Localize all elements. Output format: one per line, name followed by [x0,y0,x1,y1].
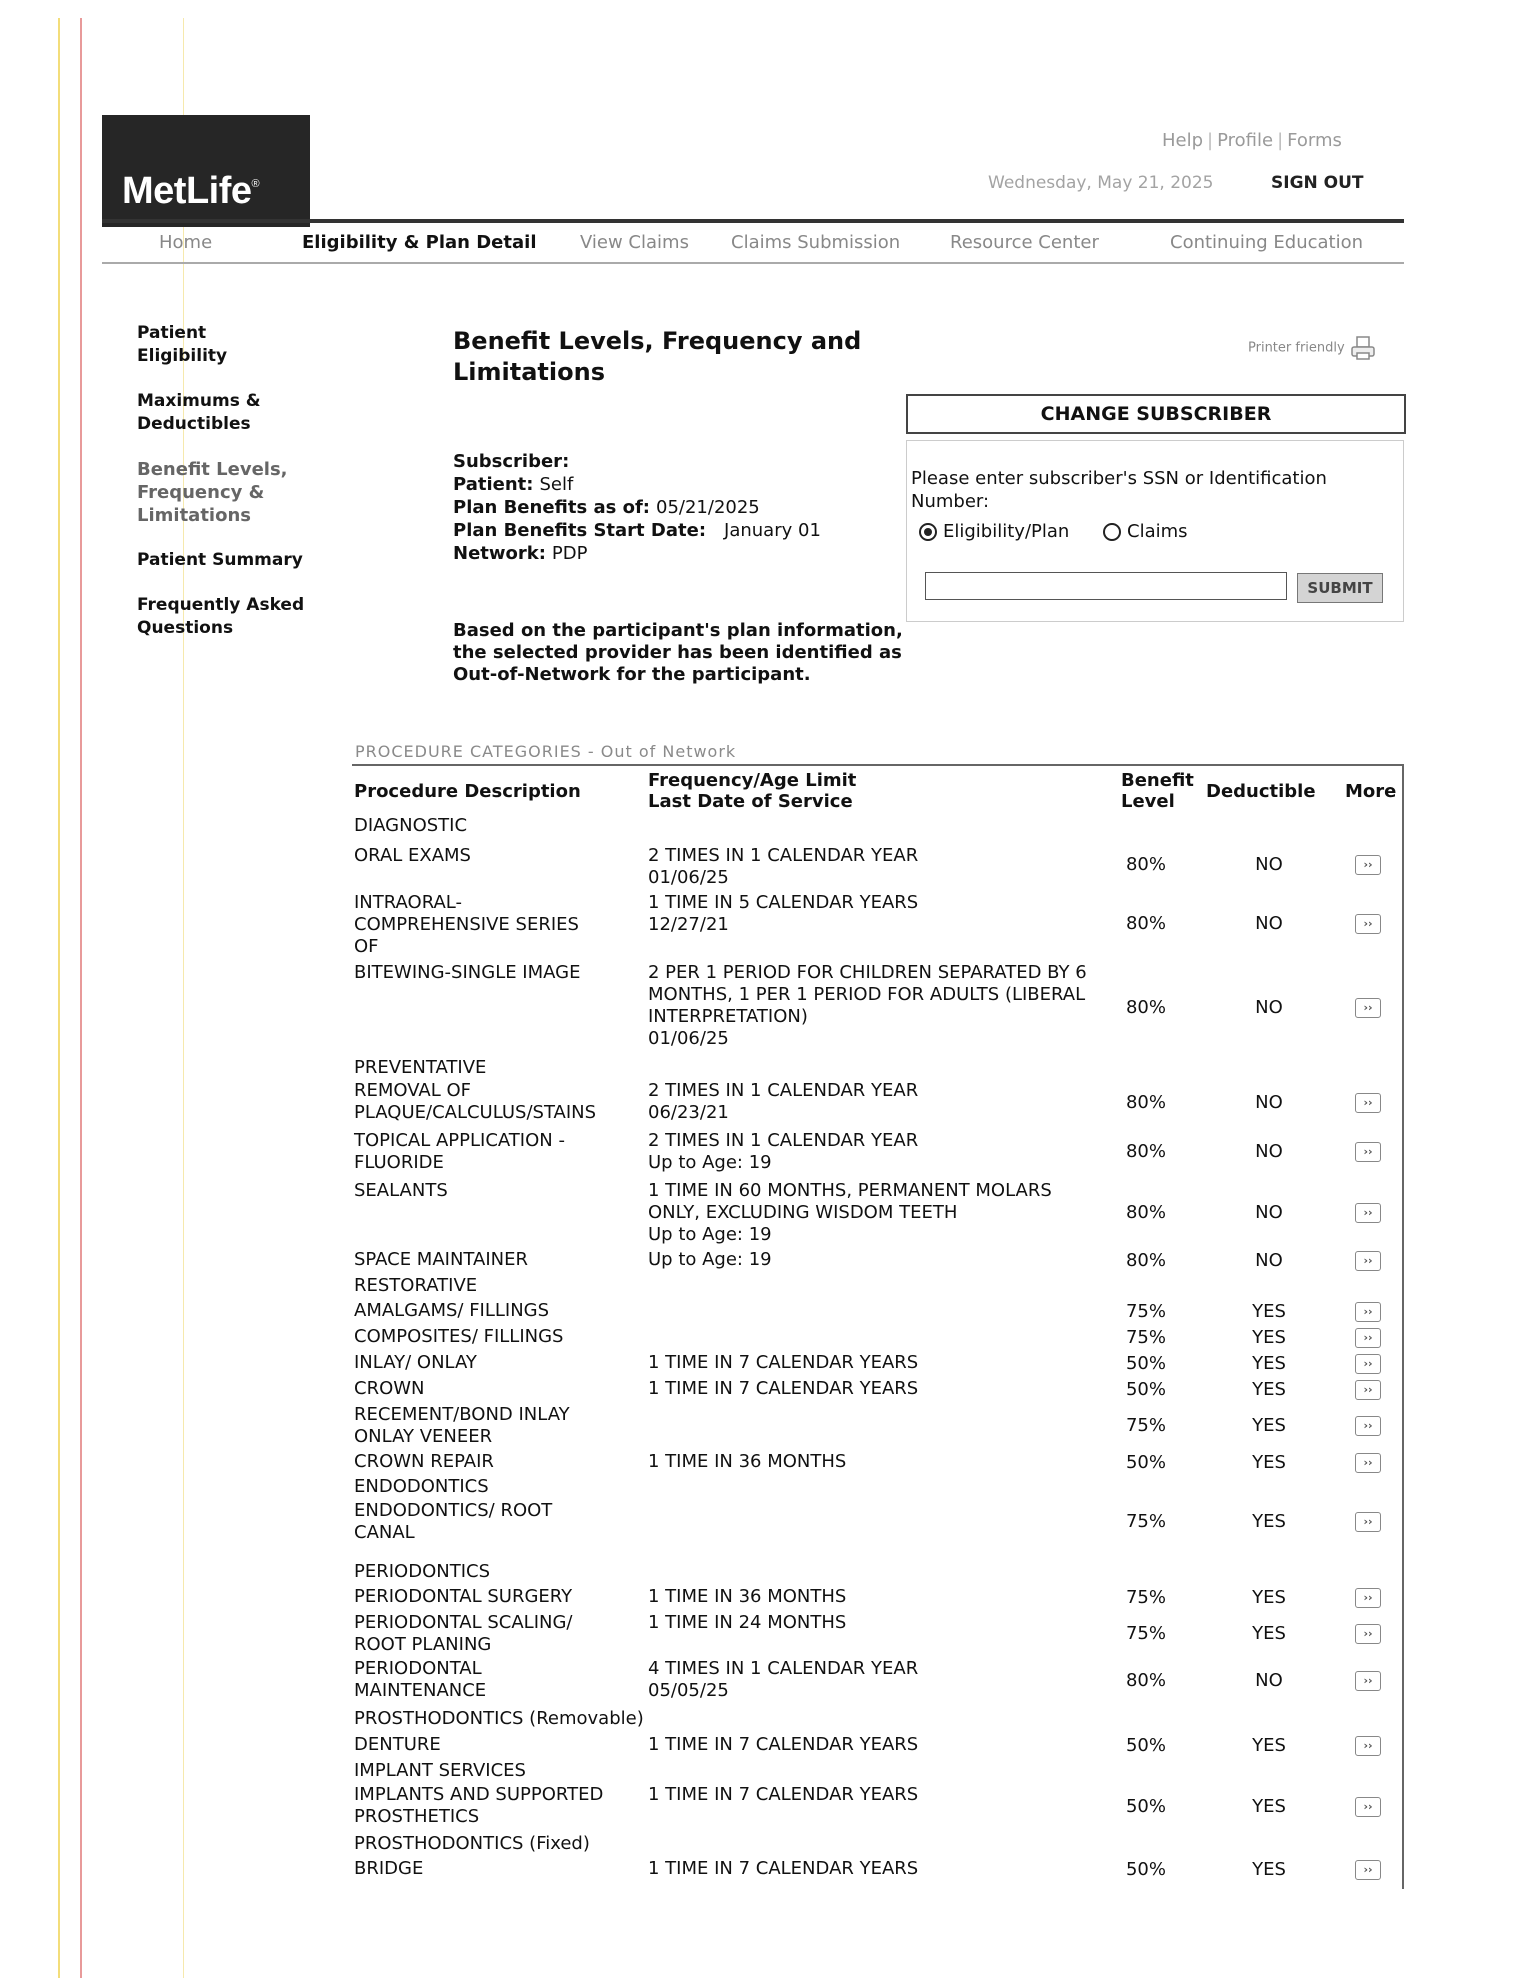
plan-asof-label: Plan Benefits as of: [453,497,650,518]
benefit-level: 75% [1125,1327,1166,1348]
deductible: YES [1252,1859,1286,1880]
change-subscriber-header: CHANGE SUBSCRIBER [906,394,1406,434]
nav-continuing-education[interactable]: Continuing Education [1170,232,1364,253]
more-details-icon[interactable]: ›› [1355,1671,1381,1691]
radio-unselected-icon [1103,523,1121,541]
patient-label: Patient: [453,474,534,495]
subscriber-info [453,450,821,565]
frequency-limit: 1 TIME IN 7 CALENDAR YEARS [648,1784,919,1805]
table-row [354,1451,1400,1475]
category-label: PERIODONTICS [354,1561,491,1582]
subscriber-id-prompt: Please enter subscriber's SSN or Identification Number: [911,468,1327,512]
more-details-icon[interactable]: ›› [1355,1860,1381,1880]
deductible: YES [1252,1511,1286,1532]
category-row [354,1057,1400,1081]
deductible: NO [1255,1250,1283,1271]
more-details-icon[interactable]: ›› [1355,1416,1381,1436]
more-details-icon[interactable]: ›› [1355,1093,1381,1113]
procedure-description: DENTURE [354,1734,441,1755]
col-header-more: More [1345,781,1397,802]
procedure-description: ENDODONTICS/ ROOT CANAL [354,1500,553,1543]
out-of-network-notice: Based on the participant's plan information, the selected provider has been identified as Out-of-Network for the participant. [453,620,903,685]
frequency-limit: 1 TIME IN 5 CALENDAR YEARS 12/27/21 [648,892,919,935]
benefit-level: 80% [1125,1141,1166,1162]
table-row [354,1249,1400,1273]
nav-claims-submission[interactable]: Claims Submission [731,232,901,253]
category-row [354,1275,1400,1299]
procedure-description: INLAY/ ONLAY [354,1352,477,1373]
deductible: NO [1255,1670,1283,1691]
benefit-level: 50% [1125,1379,1166,1400]
eligibility-plan-radio[interactable] [919,521,1069,542]
category-label: PREVENTATIVE [354,1057,487,1078]
benefit-level: 80% [1125,913,1166,934]
category-row [354,1476,1400,1500]
procedure-description: BRIDGE [354,1858,424,1879]
benefit-level: 50% [1125,1735,1166,1756]
table-row [354,1586,1400,1610]
more-details-icon[interactable]: ›› [1355,1736,1381,1756]
sidenav-benefit-levels[interactable]: Benefit Levels, Frequency & Limitations [137,459,288,526]
deductible: YES [1252,1587,1286,1608]
category-label: PROSTHODONTICS (Fixed) [354,1833,590,1854]
benefit-level: 50% [1125,1796,1166,1817]
col-header-benefit-level: Benefit Level [1121,770,1194,812]
procedure-categories-caption: PROCEDURE CATEGORIES - Out of Network [355,742,737,761]
benefit-level: 75% [1125,1301,1166,1322]
more-details-icon[interactable]: ›› [1355,1588,1381,1608]
profile-link[interactable]: Profile [1217,130,1274,151]
table-row [354,1500,1400,1544]
table-row [354,1734,1400,1758]
procedure-description: COMPOSITES/ FILLINGS [354,1326,564,1347]
deductible: YES [1252,1735,1286,1756]
table-row [354,1658,1400,1704]
benefit-level: 80% [1125,1670,1166,1691]
more-details-icon[interactable]: ›› [1355,1354,1381,1374]
table-row [354,1300,1400,1324]
deductible: YES [1252,1379,1286,1400]
patient-value: Self [539,474,574,495]
frequency-limit: 1 TIME IN 36 MONTHS [648,1586,847,1607]
deductible: YES [1252,1452,1286,1473]
procedure-description: PERIODONTAL SURGERY [354,1586,573,1607]
more-details-icon[interactable]: ›› [1355,855,1381,875]
frequency-limit: 1 TIME IN 24 MONTHS [648,1612,847,1633]
more-details-icon[interactable]: ›› [1355,1624,1381,1644]
category-row [354,1760,1400,1784]
submit-button[interactable]: SUBMIT [1297,573,1383,603]
table-row [354,962,1400,1054]
top-links: Help | Profile | Forms [1162,130,1342,151]
benefit-level: 80% [1125,1202,1166,1223]
procedure-description: AMALGAMS/ FILLINGS [354,1300,550,1321]
deductible: YES [1252,1327,1286,1348]
plan-start-value: January 01 [724,520,821,541]
benefit-level: 80% [1125,1250,1166,1271]
metlife-logo[interactable] [102,115,310,227]
eligibility-plan-label: Eligibility/Plan [943,521,1070,542]
logo-text: MetLife® [122,170,260,212]
deductible: NO [1255,1202,1283,1223]
subscriber-id-input[interactable] [925,572,1287,600]
table-row [354,1784,1400,1830]
procedure-description: CROWN REPAIR [354,1451,494,1472]
procedure-description: SEALANTS [354,1180,448,1201]
scan-line-red [80,18,82,1978]
printer-friendly-link[interactable] [1248,335,1377,361]
benefit-level: 80% [1125,1092,1166,1113]
sidenav-patient-summary[interactable]: Patient Summary [137,550,303,570]
table-row [354,1180,1400,1246]
col-header-frequency: Frequency/Age Limit Last Date of Service [648,770,857,812]
table-row [354,1352,1400,1376]
current-date: Wednesday, May 21, 2025 [988,173,1214,193]
nav-rule [102,262,1404,264]
table-row [354,1080,1400,1126]
table-row [354,1378,1400,1402]
claims-radio[interactable] [1103,521,1188,542]
frequency-limit: 1 TIME IN 7 CALENDAR YEARS [648,1352,919,1373]
procedure-description: RECEMENT/BOND INLAY ONLAY VENEER [354,1404,570,1447]
benefit-level: 80% [1125,997,1166,1018]
deductible: NO [1255,913,1283,934]
category-label: PROSTHODONTICS (Removable) [354,1708,644,1729]
page-title: Benefit Levels, Frequency and Limitations [453,327,862,386]
forms-link[interactable]: Forms [1287,130,1342,151]
frequency-limit: 1 TIME IN 7 CALENDAR YEARS [648,1858,919,1879]
category-label: DIAGNOSTIC [354,815,468,836]
deductible: NO [1255,997,1283,1018]
plan-asof-value: 05/21/2025 [656,497,760,518]
side-nav [137,322,337,662]
table-row [354,892,1400,956]
frequency-limit: 2 PER 1 PERIOD FOR CHILDREN SEPARATED BY 6 MONTHS, 1 PER 1 PERIOD FOR ADULTS (LIBERAL INTERPRETATION) 01/06/25 [648,962,1087,1049]
frequency-limit: 1 TIME IN 36 MONTHS [648,1451,847,1472]
procedure-description: REMOVAL OF PLAQUE/CALCULUS/STAINS [354,1080,597,1123]
change-subscriber-panel [906,440,1404,622]
nav-home[interactable]: Home [159,232,213,253]
table-row [354,1326,1400,1350]
more-details-icon[interactable]: ›› [1355,1142,1381,1162]
table-row [354,1130,1400,1174]
deductible: YES [1252,1301,1286,1322]
benefit-level: 50% [1125,1452,1166,1473]
deductible: YES [1252,1623,1286,1644]
sidenav-maximums-deductibles[interactable]: Maximums & Deductibles [137,391,261,434]
benefit-level: 75% [1125,1511,1166,1532]
col-header-description: Procedure Description [354,781,581,802]
help-link[interactable]: Help [1162,130,1204,151]
more-details-icon[interactable]: ›› [1355,1203,1381,1223]
procedure-description: ORAL EXAMS [354,845,471,866]
procedure-description: PERIODONTAL MAINTENANCE [354,1658,487,1701]
col-header-deductible: Deductible [1206,781,1316,802]
benefit-level: 50% [1125,1859,1166,1880]
more-details-icon[interactable]: ›› [1355,1302,1381,1322]
benefit-level: 75% [1125,1623,1166,1644]
procedure-description: SPACE MAINTAINER [354,1249,528,1270]
category-row [354,1708,1400,1732]
table-row [354,1858,1400,1882]
more-details-icon[interactable]: ›› [1355,1251,1381,1271]
deductible: YES [1252,1415,1286,1436]
category-label: IMPLANT SERVICES [354,1760,526,1781]
benefit-level: 75% [1125,1587,1166,1608]
scan-line-yellow [58,18,60,1978]
procedure-description: BITEWING-SINGLE IMAGE [354,962,581,983]
more-details-icon[interactable]: ›› [1355,998,1381,1018]
procedure-description: PERIODONTAL SCALING/ ROOT PLANING [354,1612,573,1655]
frequency-limit: Up to Age: 19 [648,1249,772,1270]
deductible: NO [1255,1092,1283,1113]
more-details-icon[interactable]: ›› [1355,1380,1381,1400]
category-row [354,1561,1400,1585]
nav-view-claims[interactable]: View Claims [580,232,689,253]
table-row [354,1404,1400,1448]
frequency-limit: 1 TIME IN 7 CALENDAR YEARS [648,1378,919,1399]
frequency-limit: 1 TIME IN 7 CALENDAR YEARS [648,1734,919,1755]
more-details-icon[interactable]: ›› [1355,1512,1381,1532]
main-nav [102,222,1404,262]
frequency-limit: 4 TIMES IN 1 CALENDAR YEAR 05/05/25 [648,1658,919,1701]
sidenav-faq[interactable]: Frequently Asked Questions [137,595,305,638]
procedure-description: IMPLANTS AND SUPPORTED PROSTHETICS [354,1784,604,1827]
benefit-level: 50% [1125,1353,1166,1374]
deductible: YES [1252,1353,1286,1374]
table-row [354,1612,1400,1656]
category-row [354,1833,1400,1857]
nav-eligibility-plan-detail[interactable]: Eligibility & Plan Detail [302,232,537,253]
benefit-level: 75% [1125,1415,1166,1436]
category-label: ENDODONTICS [354,1476,489,1497]
sign-out-link[interactable]: SIGN OUT [1271,173,1364,193]
procedure-description: CROWN [354,1378,425,1399]
category-row [354,815,1400,839]
radio-selected-icon [919,523,937,541]
procedure-description: INTRAORAL- COMPREHENSIVE SERIES OF [354,892,579,957]
deductible: YES [1252,1796,1286,1817]
frequency-limit: 2 TIMES IN 1 CALENDAR YEAR 01/06/25 [648,845,919,888]
more-details-icon[interactable]: ›› [1355,1328,1381,1348]
category-label: RESTORATIVE [354,1275,478,1296]
more-details-icon[interactable]: ›› [1355,1797,1381,1817]
more-details-icon[interactable]: ›› [1355,914,1381,934]
deductible: NO [1255,854,1283,875]
subscriber-label: Subscriber: [453,451,570,472]
procedure-description: TOPICAL APPLICATION - FLUORIDE [354,1130,565,1173]
network-label: Network: [453,543,546,564]
printer-friendly-label: Printer friendly [1248,340,1345,356]
printer-icon [1349,335,1377,361]
frequency-limit: 1 TIME IN 60 MONTHS, PERMANENT MOLARS ONLY, EXCLUDING WISDOM TEETH Up to Age: 19 [648,1180,1052,1245]
sidenav-patient-eligibility[interactable]: Patient Eligibility [137,323,228,366]
scan-line-yellow-2 [183,18,184,1978]
frequency-limit: 2 TIMES IN 1 CALENDAR YEAR Up to Age: 19 [648,1130,919,1173]
nav-resource-center[interactable]: Resource Center [950,232,1099,253]
frequency-limit: 2 TIMES IN 1 CALENDAR YEAR 06/23/21 [648,1080,919,1123]
deductible: NO [1255,1141,1283,1162]
network-value: PDP [551,543,588,564]
benefit-level: 80% [1125,854,1166,875]
claims-label: Claims [1127,521,1188,542]
plan-start-label: Plan Benefits Start Date: [453,520,707,541]
table-row [354,845,1400,888]
more-details-icon[interactable]: ›› [1355,1453,1381,1473]
